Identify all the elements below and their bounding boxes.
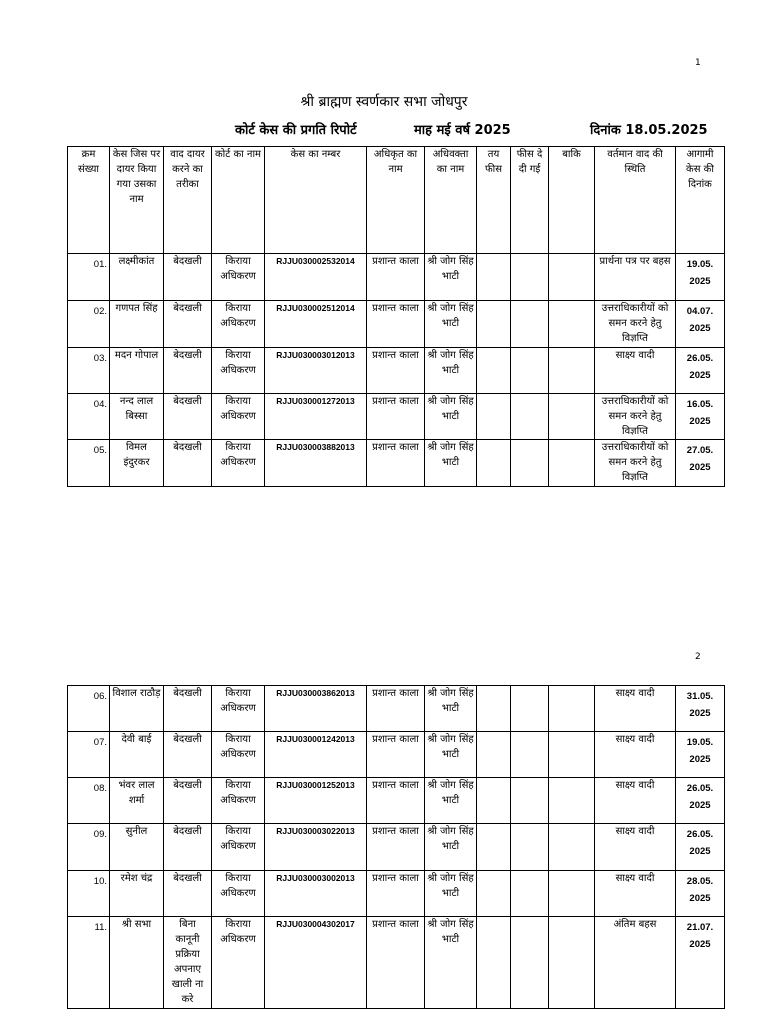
- cell-party-name: रमेश चंद्र: [110, 871, 164, 917]
- cell-balance: [549, 394, 595, 440]
- case-table-page-2: [67, 685, 725, 1009]
- cell-next-date: 21.07. 2025: [676, 917, 725, 1009]
- header-party-name: केस जिस पर दायर किया गया उसका नाम: [110, 147, 164, 254]
- cell-fee-paid: [511, 871, 549, 917]
- header-balance: बाकि: [549, 147, 595, 254]
- cell-advocate: श्री जोग सिंह भाटी: [425, 686, 477, 732]
- cell-advocate: श्री जोग सिंह भाटी: [425, 440, 477, 487]
- cell-serial: 05.: [68, 440, 110, 487]
- header-fee-paid: फीस दे दी गई: [511, 147, 549, 254]
- cell-fee-paid: [511, 686, 549, 732]
- cell-authorized: प्रशान्त काला: [367, 301, 425, 348]
- table-row: [68, 917, 725, 1009]
- cell-authorized: प्रशान्त काला: [367, 348, 425, 394]
- table-row: [68, 348, 725, 394]
- cell-case-number: RJJU030004302017: [265, 917, 367, 1009]
- cell-serial: 07.: [68, 732, 110, 778]
- cell-advocate: श्री जोग सिंह भाटी: [425, 348, 477, 394]
- cell-balance: [549, 348, 595, 394]
- cell-advocate: श्री जोग सिंह भाटी: [425, 254, 477, 301]
- cell-fee: [477, 732, 511, 778]
- report-date: दिनांक 18.05.2025: [590, 123, 708, 138]
- cell-case-number: RJJU030001272013: [265, 394, 367, 440]
- cell-next-date: 16.05. 2025: [676, 394, 725, 440]
- cell-filing-method: बिना कानूनी प्रक्रिया अपनाए खाली ना करे: [164, 917, 212, 1009]
- cell-court-name: किराया अधिकरण: [212, 732, 265, 778]
- cell-serial: 11.: [68, 917, 110, 1009]
- cell-serial: 01.: [68, 254, 110, 301]
- cell-status: उत्तराधिकारीयों को समन करने हेतु विज्ञप्ति: [595, 394, 676, 440]
- cell-authorized: प्रशान्त काला: [367, 732, 425, 778]
- cell-fee: [477, 824, 511, 871]
- cell-party-name: विमल इंदुरकर: [110, 440, 164, 487]
- cell-balance: [549, 871, 595, 917]
- header-fee: तय फीस: [477, 147, 511, 254]
- cell-status: उत्तराधिकारीयों को समन करने हेतु विज्ञप्ति: [595, 440, 676, 487]
- cell-party-name: देवी बाई: [110, 732, 164, 778]
- cell-fee-paid: [511, 440, 549, 487]
- table-row: [68, 686, 725, 732]
- cell-next-date: 19.05. 2025: [676, 254, 725, 301]
- table-row: [68, 732, 725, 778]
- cell-fee-paid: [511, 301, 549, 348]
- header-case-number: केस का नम्बर: [265, 147, 367, 254]
- header-row: [68, 147, 725, 254]
- cell-filing-method: बेदखली: [164, 348, 212, 394]
- cell-authorized: प्रशान्त काला: [367, 871, 425, 917]
- cell-case-number: RJJU030001252013: [265, 778, 367, 824]
- header-court-name: कोर्ट का नाम: [212, 147, 265, 254]
- cell-filing-method: बेदखली: [164, 824, 212, 871]
- cell-party-name: सुनील: [110, 824, 164, 871]
- cell-fee-paid: [511, 778, 549, 824]
- table-row: [68, 440, 725, 487]
- header-status: वर्तमान वाद की स्थिति: [595, 147, 676, 254]
- cell-fee: [477, 871, 511, 917]
- cell-advocate: श्री जोग सिंह भाटी: [425, 824, 477, 871]
- cell-status: अंतिम बहस: [595, 917, 676, 1009]
- cell-party-name: गणपत सिंह: [110, 301, 164, 348]
- cell-serial: 10.: [68, 871, 110, 917]
- cell-advocate: श्री जोग सिंह भाटी: [425, 394, 477, 440]
- cell-advocate: श्री जोग सिंह भाटी: [425, 778, 477, 824]
- cell-serial: 08.: [68, 778, 110, 824]
- cell-court-name: किराया अधिकरण: [212, 394, 265, 440]
- document-title: श्री ब्राह्मण स्वर्णकार सभा जोधपुर: [300, 94, 468, 110]
- cell-next-date: 31.05. 2025: [676, 686, 725, 732]
- cell-fee: [477, 686, 511, 732]
- cell-filing-method: बेदखली: [164, 254, 212, 301]
- cell-next-date: 26.05. 2025: [676, 824, 725, 871]
- cell-fee-paid: [511, 254, 549, 301]
- cell-court-name: किराया अधिकरण: [212, 824, 265, 871]
- header-next-date: आगामी केस की दिनांक: [676, 147, 725, 254]
- cell-fee-paid: [511, 394, 549, 440]
- cell-advocate: श्री जोग सिंह भाटी: [425, 871, 477, 917]
- cell-status: साक्ष्य वादी: [595, 824, 676, 871]
- cell-filing-method: बेदखली: [164, 778, 212, 824]
- cell-fee: [477, 254, 511, 301]
- cell-case-number: RJJU030003002013: [265, 871, 367, 917]
- cell-fee: [477, 348, 511, 394]
- cell-party-name: मदन गोपाल: [110, 348, 164, 394]
- cell-authorized: प्रशान्त काला: [367, 440, 425, 487]
- cell-balance: [549, 301, 595, 348]
- cell-next-date: 19.05. 2025: [676, 732, 725, 778]
- cell-court-name: किराया अधिकरण: [212, 686, 265, 732]
- header-serial: क्रम संख्या: [68, 147, 110, 254]
- cell-balance: [549, 254, 595, 301]
- cell-fee-paid: [511, 732, 549, 778]
- cell-status: उत्तराधिकारीयों को समन करने हेतु विज्ञप्ति: [595, 301, 676, 348]
- cell-balance: [549, 824, 595, 871]
- header-authorized: अधिकृत का नाम: [367, 147, 425, 254]
- cell-case-number: RJJU030003012013: [265, 348, 367, 394]
- cell-status: साक्ष्य वादी: [595, 686, 676, 732]
- cell-court-name: किराया अधिकरण: [212, 301, 265, 348]
- cell-court-name: किराया अधिकरण: [212, 348, 265, 394]
- cell-next-date: 26.05. 2025: [676, 348, 725, 394]
- cell-serial: 03.: [68, 348, 110, 394]
- cell-court-name: किराया अधिकरण: [212, 778, 265, 824]
- cell-filing-method: बेदखली: [164, 440, 212, 487]
- cell-party-name: विशाल राठौड़: [110, 686, 164, 732]
- report-month: माह मई वर्ष 2025: [414, 123, 511, 138]
- cell-status: प्रार्थना पत्र पर बहस: [595, 254, 676, 301]
- cell-court-name: किराया अधिकरण: [212, 254, 265, 301]
- cell-status: साक्ष्य वादी: [595, 778, 676, 824]
- table-row: [68, 824, 725, 871]
- page-number: 1: [695, 58, 701, 68]
- cell-status: साक्ष्य वादी: [595, 871, 676, 917]
- cell-authorized: प्रशान्त काला: [367, 824, 425, 871]
- cell-fee-paid: [511, 917, 549, 1009]
- cell-serial: 06.: [68, 686, 110, 732]
- page-number: 2: [695, 652, 701, 662]
- cell-fee-paid: [511, 348, 549, 394]
- cell-fee: [477, 301, 511, 348]
- cell-next-date: 04.07. 2025: [676, 301, 725, 348]
- cell-serial: 09.: [68, 824, 110, 871]
- cell-party-name: लक्ष्मीकांत: [110, 254, 164, 301]
- cell-filing-method: बेदखली: [164, 394, 212, 440]
- cell-party-name: नन्द लाल बिस्सा: [110, 394, 164, 440]
- header-advocate: अधिवक्ता का नाम: [425, 147, 477, 254]
- cell-fee: [477, 917, 511, 1009]
- cell-advocate: श्री जोग सिंह भाटी: [425, 917, 477, 1009]
- cell-next-date: 26.05. 2025: [676, 778, 725, 824]
- cell-authorized: प्रशान्त काला: [367, 394, 425, 440]
- cell-case-number: RJJU030003882013: [265, 440, 367, 487]
- cell-filing-method: बेदखली: [164, 301, 212, 348]
- table-row: [68, 254, 725, 301]
- cell-case-number: RJJU030002512014: [265, 301, 367, 348]
- cell-serial: 04.: [68, 394, 110, 440]
- cell-authorized: प्रशान्त काला: [367, 686, 425, 732]
- cell-advocate: श्री जोग सिंह भाटी: [425, 301, 477, 348]
- table-row: [68, 301, 725, 348]
- cell-fee: [477, 778, 511, 824]
- cell-authorized: प्रशान्त काला: [367, 254, 425, 301]
- cell-balance: [549, 917, 595, 1009]
- cell-court-name: किराया अधिकरण: [212, 917, 265, 1009]
- cell-serial: 02.: [68, 301, 110, 348]
- cell-filing-method: बेदखली: [164, 686, 212, 732]
- cell-court-name: किराया अधिकरण: [212, 440, 265, 487]
- cell-status: साक्ष्य वादी: [595, 732, 676, 778]
- cell-party-name: भंवर लाल शर्मा: [110, 778, 164, 824]
- table-row: [68, 871, 725, 917]
- cell-balance: [549, 732, 595, 778]
- cell-court-name: किराया अधिकरण: [212, 871, 265, 917]
- cell-fee: [477, 440, 511, 487]
- cell-fee: [477, 394, 511, 440]
- cell-status: साक्ष्य वादी: [595, 348, 676, 394]
- cell-filing-method: बेदखली: [164, 871, 212, 917]
- cell-case-number: RJJU030002532014: [265, 254, 367, 301]
- header-filing-method: वाद दायर करने का तरीका: [164, 147, 212, 254]
- cell-next-date: 27.05. 2025: [676, 440, 725, 487]
- cell-case-number: RJJU030003862013: [265, 686, 367, 732]
- table-row: [68, 394, 725, 440]
- cell-party-name: श्री सभा: [110, 917, 164, 1009]
- cell-next-date: 28.05. 2025: [676, 871, 725, 917]
- cell-advocate: श्री जोग सिंह भाटी: [425, 732, 477, 778]
- cell-filing-method: बेदखली: [164, 732, 212, 778]
- cell-authorized: प्रशान्त काला: [367, 917, 425, 1009]
- table-row: [68, 778, 725, 824]
- case-table-page-1: [67, 146, 725, 487]
- cell-balance: [549, 440, 595, 487]
- report-title: कोर्ट केस की प्रगति रिपोर्ट: [235, 123, 357, 138]
- cell-authorized: प्रशान्त काला: [367, 778, 425, 824]
- cell-case-number: RJJU030003022013: [265, 824, 367, 871]
- cell-fee-paid: [511, 824, 549, 871]
- cell-case-number: RJJU030001242013: [265, 732, 367, 778]
- cell-balance: [549, 686, 595, 732]
- cell-balance: [549, 778, 595, 824]
